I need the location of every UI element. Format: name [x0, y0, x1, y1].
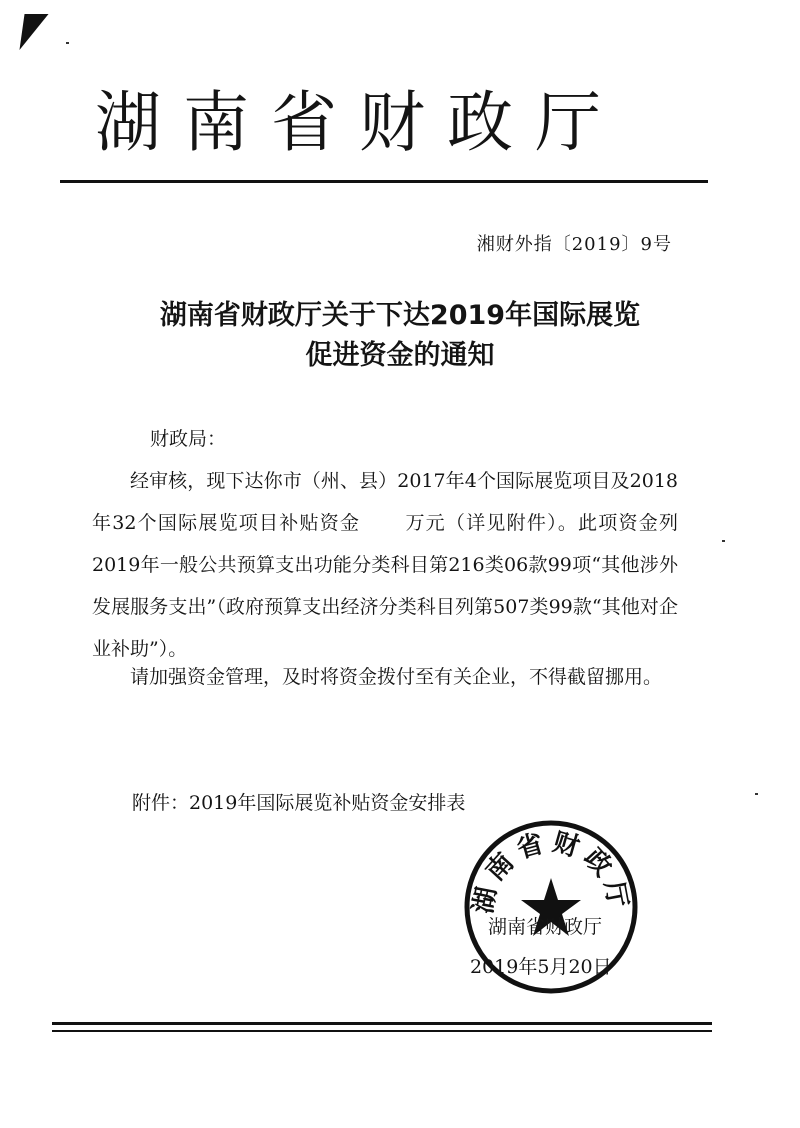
addressee: 财政局：: [150, 428, 227, 450]
body-paragraph-2: 请加强资金管理，及时将资金拨付至有关企业，不得截留挪用。: [130, 666, 663, 688]
body-paragraph-1-part-b: 万元（详见附件）。此项资金列2019年一般公共预算支出功能分类科目第216类06款99项“其他涉外发展服务支出”（政府预算支出经济分类科目列第507类99款“其他对企业补助”）。: [92, 512, 678, 660]
scan-speck: [755, 793, 758, 795]
footer-rule-bottom: [52, 1030, 712, 1032]
scan-speck: [722, 540, 725, 542]
scan-speck: [66, 42, 69, 44]
body-paragraph-1-part-a: 经审核，现下达你市（州、县）2017年4个国际展览项目及2018年32个国际展览项目补贴资金: [92, 470, 678, 534]
seal-ring-text: 湖南省财政厅: [468, 827, 634, 916]
body-paragraph-1: [92, 460, 678, 670]
letterhead-rule: [60, 180, 708, 183]
letterhead-title: 湖南省财政厅: [95, 84, 623, 161]
document-number: 湘财外指〔2019〕9号: [476, 234, 672, 255]
scan-corner-mark: [19, 14, 48, 50]
signing-date: 2019年5月20日: [470, 956, 612, 978]
document-title-line-2: 促进资金的通知: [305, 340, 495, 371]
document-title: [90, 296, 710, 376]
signing-organization: 湖南省财政厅: [488, 916, 603, 938]
footer-rule-top: [52, 1022, 712, 1025]
attachment-line: 附件：2019年国际展览补贴资金安排表: [132, 792, 466, 814]
document-title-line-1: 湖南省财政厅关于下达2019年国际展览: [159, 300, 641, 331]
